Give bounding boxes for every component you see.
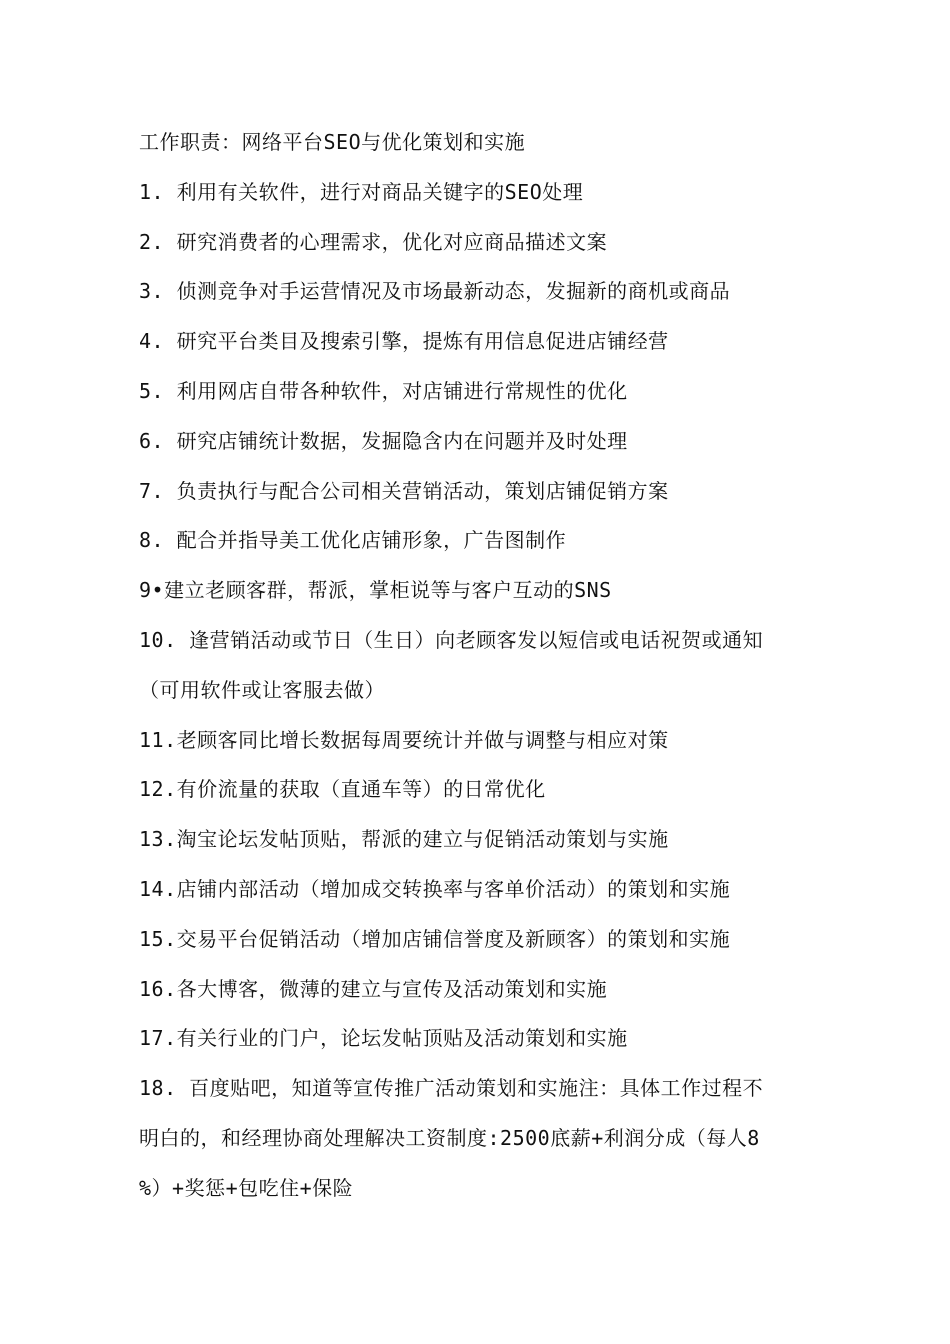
duty-item-15: 15.交易平台促销活动（增加店铺信誉度及新顾客）的策划和实施	[139, 926, 731, 951]
duty-item-12: 12.有价流量的获取（直通车等）的日常优化	[139, 777, 546, 802]
duty-item-4: 4. 研究平台类目及搜索引擎，提炼有用信息促进店铺经营	[139, 329, 669, 354]
duty-item-13: 13.淘宝论坛发帖顶贴，帮派的建立与促销活动策划与实施	[139, 827, 669, 852]
duty-item-11: 11.老顾客同比增长数据每周要统计并做与调整与相应对策	[139, 727, 669, 752]
duty-item-18-continued-2: %）+奖惩+包吃住+保险	[139, 1175, 354, 1200]
document-body	[139, 118, 819, 1214]
duty-item-14: 14.店铺内部活动（增加成交转换率与客单价活动）的策划和实施	[139, 876, 731, 901]
duty-item-10: 10. 逢营销活动或节日（生日）向老顾客发以短信或电话祝贺或通知	[139, 627, 764, 652]
duty-item-9: 9•建立老顾客群，帮派，掌柜说等与客户互动的SNS	[139, 578, 612, 603]
duty-item-1: 1. 利用有关软件，进行对商品关键字的SEO处理	[139, 179, 584, 204]
duty-item-10-continued: （可用软件或让客服去做）	[139, 677, 385, 702]
document-heading: 工作职责：网络平台SEO与优化策划和实施	[139, 130, 526, 154]
duty-item-3: 3. 侦测竞争对手运营情况及市场最新动态，发掘新的商机或商品	[139, 279, 731, 304]
duty-item-16: 16.各大博客，微薄的建立与宣传及活动策划和实施	[139, 976, 608, 1001]
duty-item-6: 6. 研究店铺统计数据，发掘隐含内在问题并及时处理	[139, 428, 628, 453]
duty-item-17: 17.有关行业的门户，论坛发帖顶贴及活动策划和实施	[139, 1026, 628, 1051]
duty-item-7: 7. 负责执行与配合公司相关营销活动，策划店铺促销方案	[139, 478, 669, 503]
duty-item-18: 18. 百度贴吧，知道等宣传推广活动策划和实施注：具体工作过程不	[139, 1076, 764, 1101]
duty-item-2: 2. 研究消费者的心理需求，优化对应商品描述文案	[139, 229, 608, 254]
duty-item-18-continued: 明白的，和经理协商处理解决工资制度:2500底薪+利润分成（每人8	[139, 1125, 760, 1150]
duty-item-8: 8. 配合并指导美工优化店铺形象，广告图制作	[139, 528, 567, 553]
duty-item-5: 5. 利用网店自带各种软件，对店铺进行常规性的优化	[139, 378, 628, 403]
